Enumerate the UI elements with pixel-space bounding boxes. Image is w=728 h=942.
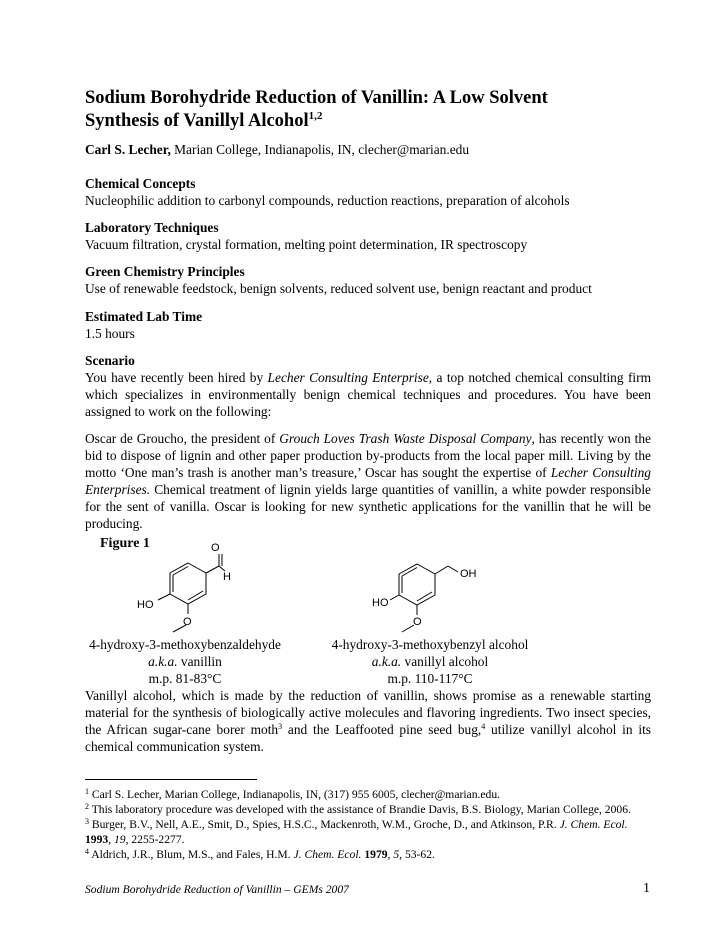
footnote-text: Burger, B.V., Nell, A.E., Smit, D., Spies, H.S.C., Mackenroth, W.M., Groche, D., and Atkinson, P.R. xyxy=(89,818,560,831)
section-heading: Chemical Concepts xyxy=(85,176,196,191)
compound-name: 4-hydroxy-3-methoxybenzaldehyde xyxy=(89,637,281,652)
footnote-number: 4 xyxy=(85,847,89,856)
common-name: vanillyl alcohol xyxy=(401,654,489,669)
aka-label: a.k.a. xyxy=(148,654,178,669)
footnote-separator xyxy=(85,779,257,780)
melting-point: m.p. 81-83°C xyxy=(148,671,222,686)
scenario-paragraph-1 xyxy=(85,369,651,420)
text-run: , has recently won the bid to dispose of lignin and other paper production by-products from the local paper mill. Living by the motto ‘One man’s trash is another man’s treasure,’ Oscar has sought the expertise of xyxy=(85,431,651,480)
text-run: You have recently been hired by xyxy=(85,370,268,385)
journal-name: J. Chem. Ecol. xyxy=(293,848,362,861)
scenario-paragraph-2 xyxy=(85,430,651,532)
footnote-number: 1 xyxy=(85,787,89,796)
journal-year: 1979 xyxy=(364,848,388,861)
compound-name: 4-hydroxy-3-methoxybenzyl alcohol xyxy=(331,637,529,652)
section-laboratory-techniques xyxy=(85,219,651,253)
footnote-2 xyxy=(85,802,655,817)
text-run: Oscar de Groucho, the president of xyxy=(85,431,280,446)
title-footnote-ref: 1,2 xyxy=(308,110,323,122)
page-number: 1 xyxy=(643,881,650,896)
footnote-ref: 3 xyxy=(278,722,283,731)
section-text: Vacuum filtration, crystal formation, melting point determination, IR spectroscopy xyxy=(85,237,528,252)
section-heading: Scenario xyxy=(85,353,135,368)
footnote-text: Aldrich, J.R., Blum, M.S., and Fales, H.M. xyxy=(89,848,294,861)
section-heading: Laboratory Techniques xyxy=(85,220,219,235)
page-footer: Sodium Borohydride Reduction of Vanillin – GEMs 2007 xyxy=(85,883,349,896)
document-title xyxy=(85,87,645,133)
vanillin-structure xyxy=(125,540,255,635)
vanillin-structure-drawing xyxy=(125,540,255,635)
atom-h-aldehyde: H xyxy=(223,571,231,583)
section-text: Nucleophilic addition to carbonyl compounds, reduction reactions, preparation of alcohols xyxy=(85,193,570,208)
company-name: Lecher Consulting Enterprise xyxy=(267,370,429,385)
footnote-number: 3 xyxy=(85,817,89,826)
aka-label: a.k.a. xyxy=(371,654,402,669)
title-line-2: Synthesis of Vanillyl Alcohol xyxy=(85,111,309,131)
footnote-1 xyxy=(85,787,655,802)
vanillyl-alcohol-caption xyxy=(320,636,540,687)
common-name: vanillin xyxy=(177,654,222,669)
footnote-number: 2 xyxy=(85,802,89,811)
footnote-text: This laboratory procedure was developed with the assistance of Brandie Davis, B.S. Biology, Marian College, 2006. xyxy=(89,803,631,816)
text-run: , a top notched chemical consulting firm which specializes in environmentally benign chemical techniques and procedures. You have been assigned to work on the following: xyxy=(85,370,651,419)
atom-o-methoxy: O xyxy=(413,616,422,628)
section-heading: Estimated Lab Time xyxy=(85,309,203,324)
journal-pages: , 53-62. xyxy=(399,848,435,861)
figure-label: Figure 1 xyxy=(100,536,150,551)
atom-o-methoxy: O xyxy=(183,616,192,628)
footnote-3: $^3$ Burger, B.V., Nell, A.E., Smit, D., Spies, H.S.C., Mackenroth, W.M., Groche, D., and Atkinson, P.R. J. Chem. Ecol. 1993, 19, 2255-2277. xyxy=(85,817,628,846)
journal-year: 1993 xyxy=(85,833,109,846)
author-line xyxy=(85,141,469,158)
atom-oh: OH xyxy=(460,568,477,580)
section-text: 1.5 hours xyxy=(85,326,135,341)
section-green-chemistry xyxy=(85,263,651,297)
text-run: and the Leaffooted pine seed bug, xyxy=(282,722,482,737)
journal-pages: , 2255-2277. xyxy=(125,833,185,846)
footnote-4: $^4$ Aldrich, J.R., Blum, M.S., and Fales, H.M. J. Chem. Ecol. 1979, 5, 53-62. xyxy=(85,847,435,861)
atom-ho: HO xyxy=(372,597,389,609)
footnote-ref: 4 xyxy=(481,722,486,731)
vanillyl-alcohol-paragraph xyxy=(85,687,651,755)
text-run: Vanillyl alcohol, which is made by the reduction of vanillin, shows promise as a renewable starting material for the synthesis of biologically active molecules and flavoring ingredients. Two insect species, the African sugar-cane borer moth xyxy=(85,688,651,737)
text-run: utilize vanillyl alcohol in its chemical communication system. xyxy=(85,722,652,754)
section-scenario-heading xyxy=(85,352,651,369)
title-line-1: Sodium Borohydride Reduction of Vanillin: A Low Solvent xyxy=(85,88,548,108)
atom-ho: HO xyxy=(137,599,154,611)
section-lab-time xyxy=(85,308,651,342)
company-name: Lecher Consulting Enterprises. xyxy=(85,465,651,497)
author-affiliation: Marian College, Indianapolis, IN, clecher@marian.edu xyxy=(170,142,470,157)
section-chemical-concepts xyxy=(85,175,651,209)
vanillyl-alcohol-structure xyxy=(370,555,510,635)
melting-point: m.p. 110-117°C xyxy=(387,671,473,686)
text-run: Chemical treatment of lignin yields large quantities of vanillin, a white powder responsible for the sent of vanilla. Oscar is looking for new synthetic applications for the vanillin that he will be producing. xyxy=(85,482,651,531)
vanillin-caption xyxy=(75,636,295,687)
journal-volume: 19 xyxy=(113,833,126,846)
section-text: Use of renewable feedstock, benign solvents, reduced solvent use, benign reactant and product xyxy=(85,281,592,296)
footnote-text: Carl S. Lecher, Marian College, Indianapolis, IN, (317) 955 6005, clecher@marian.edu. xyxy=(89,788,501,801)
author-name: Carl S. Lecher, xyxy=(85,142,171,157)
vanillyl-alcohol-structure-drawing xyxy=(370,555,510,635)
journal-name: J. Chem. Ecol. xyxy=(559,818,628,831)
atom-o-carbonyl: O xyxy=(211,542,220,554)
company-name: Grouch Loves Trash Waste Disposal Company xyxy=(279,431,532,446)
journal-volume: 5 xyxy=(393,848,400,861)
section-heading: Green Chemistry Principles xyxy=(85,264,245,279)
